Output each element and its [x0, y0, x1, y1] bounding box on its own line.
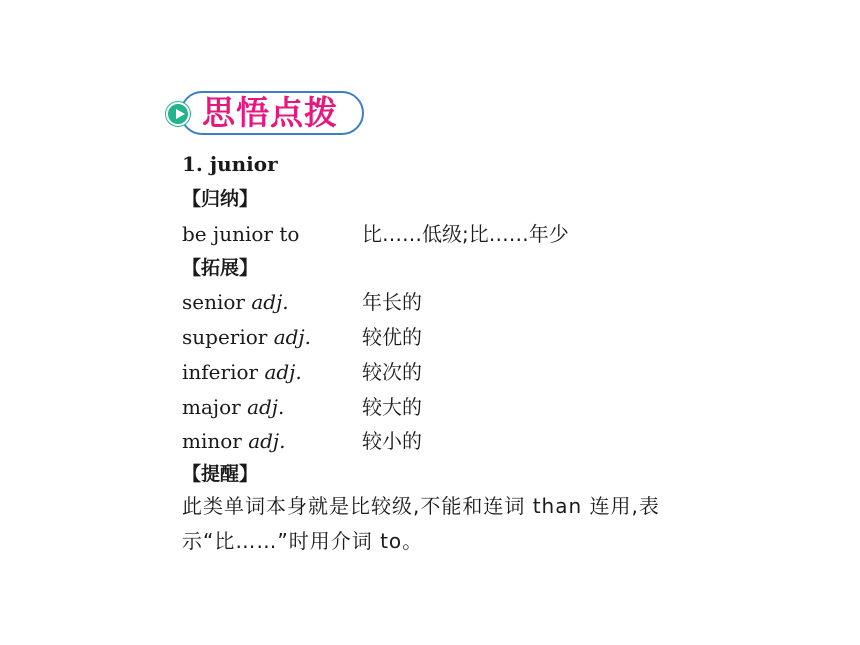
phrase-meaning: 比……低级;比……年少	[362, 222, 569, 246]
word-meaning: 较小的	[362, 429, 422, 453]
play-icon[interactable]	[166, 102, 190, 126]
part-of-speech: adj.	[273, 325, 311, 349]
word: superior	[182, 325, 268, 349]
word-term	[182, 290, 289, 314]
part-of-speech: adj.	[248, 429, 286, 453]
word-meaning: 较次的	[362, 360, 422, 384]
word: minor	[182, 429, 242, 453]
reminder-text: 此类单词本身就是比较级,不能和连词 than 连用,表示“比……”时用介词 to。	[182, 494, 660, 553]
word: inferior	[182, 360, 259, 384]
word-heading: 1. junior	[182, 152, 278, 176]
word-term	[182, 429, 286, 453]
section-banner	[166, 91, 366, 137]
expand-label: 【拓展】	[182, 257, 259, 279]
word-term	[182, 325, 311, 349]
word: senior	[182, 290, 245, 314]
phrase-term: be junior to	[182, 222, 300, 246]
word-meaning: 较大的	[362, 395, 422, 419]
word-term	[182, 360, 302, 384]
word-term	[182, 395, 284, 419]
word-meaning: 较优的	[362, 325, 422, 349]
word-meaning: 年长的	[362, 290, 422, 314]
banner-title: 思悟点拨	[202, 93, 338, 132]
part-of-speech: adj.	[251, 290, 289, 314]
part-of-speech: adj.	[264, 360, 302, 384]
summary-label: 【归纳】	[182, 188, 259, 210]
reminder-label: 【提醒】	[182, 463, 259, 485]
word: major	[182, 395, 241, 419]
part-of-speech: adj.	[247, 395, 285, 419]
